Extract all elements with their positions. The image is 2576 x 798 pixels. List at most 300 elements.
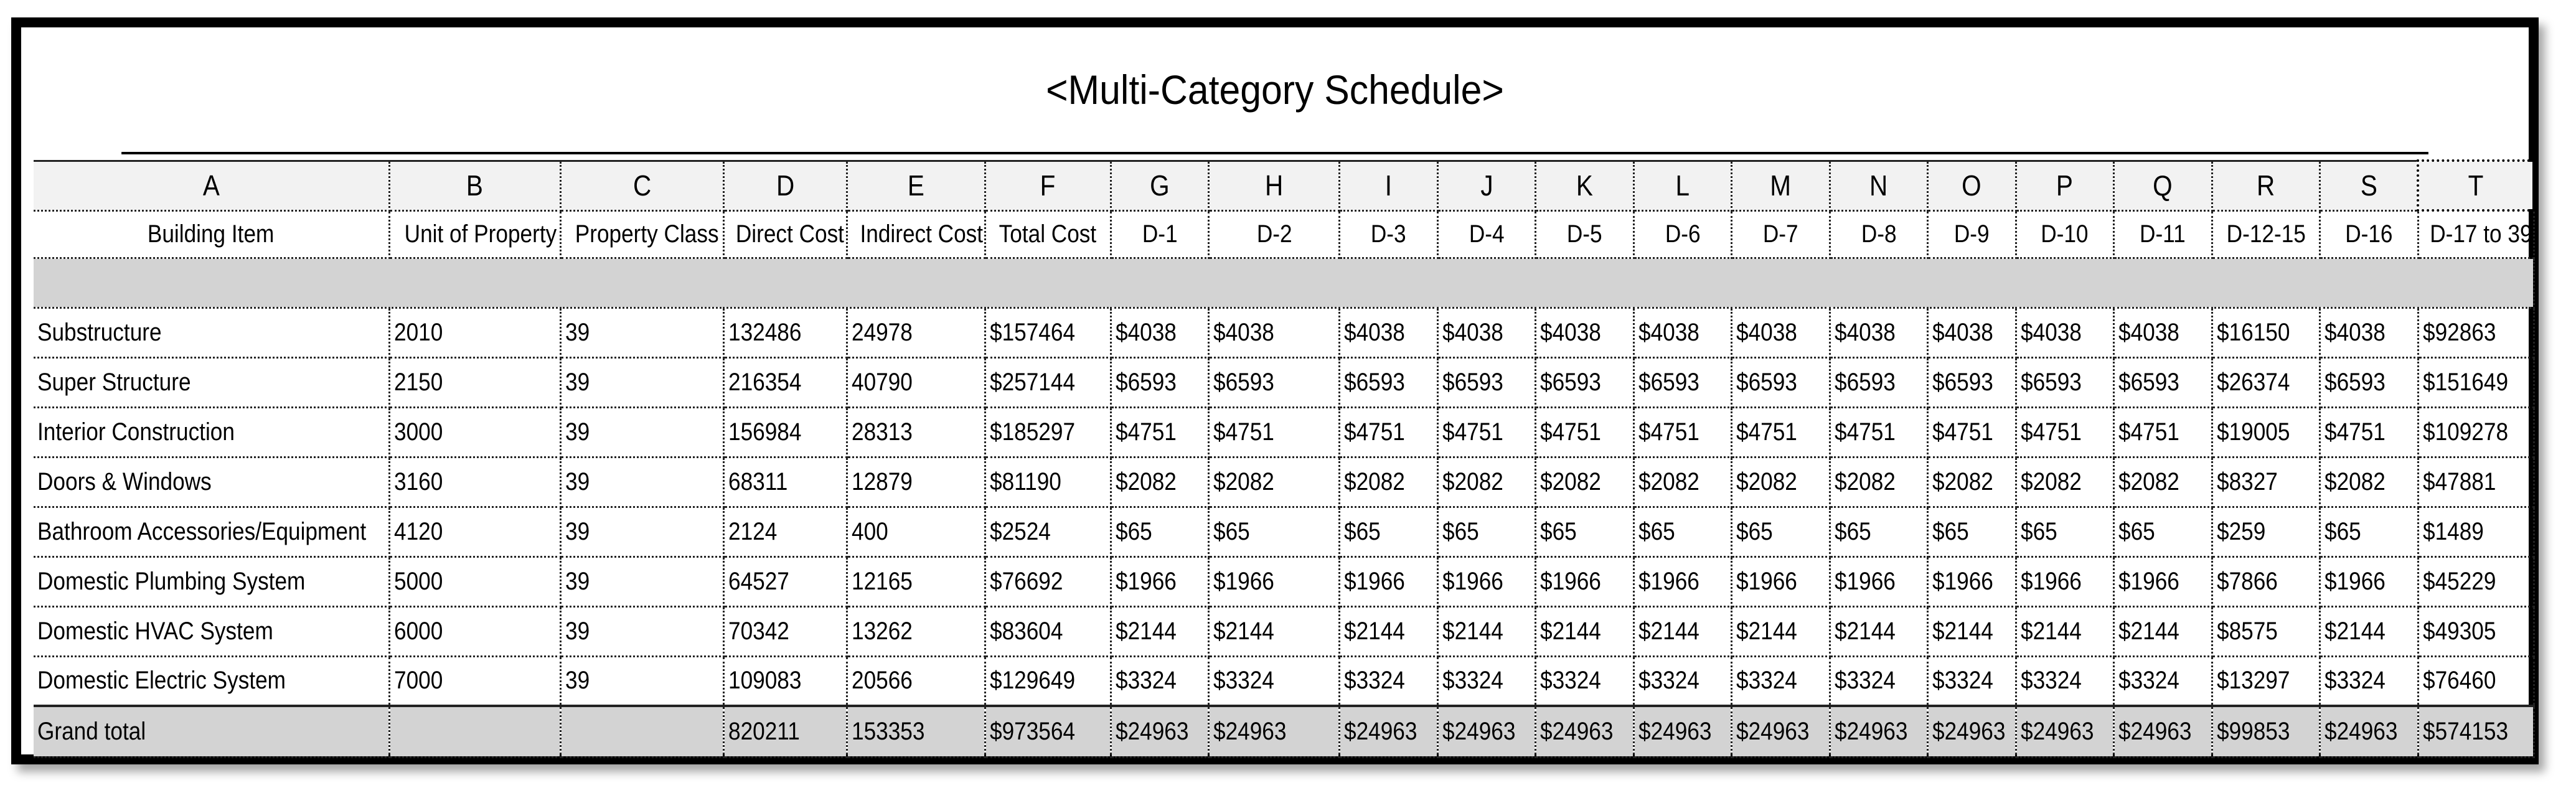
column-header-text: D-7 <box>1763 220 1798 248</box>
column-header[interactable] <box>1732 210 1830 258</box>
table-cell[interactable] <box>1437 556 1535 606</box>
column-letter-e[interactable] <box>847 161 985 210</box>
table-cell[interactable] <box>1340 407 1437 457</box>
table-cell[interactable] <box>2212 357 2320 407</box>
table-cell-text: $4038 <box>1115 318 1177 346</box>
table-cell[interactable] <box>1437 357 1535 407</box>
grand-total-cell-text: $24963 <box>2325 717 2398 745</box>
table-cell-text: $65 <box>2325 517 2361 545</box>
table-cell[interactable] <box>1536 656 1634 706</box>
table-cell-text: $4751 <box>2325 418 2386 446</box>
table-cell[interactable] <box>723 307 847 357</box>
table-cell-text: $6593 <box>1932 368 1994 396</box>
table-cell[interactable] <box>1437 656 1535 706</box>
table-cell[interactable] <box>1928 357 2016 407</box>
table-cell-text: $4751 <box>1442 418 1503 446</box>
table-cell[interactable] <box>985 507 1111 556</box>
table-row[interactable] <box>34 307 2534 357</box>
table-cell-text: $2144 <box>1736 617 1798 645</box>
table-cell[interactable] <box>2016 606 2113 656</box>
table-cell[interactable] <box>2418 556 2534 606</box>
table-cell[interactable] <box>847 656 985 706</box>
column-letter-o[interactable] <box>1928 161 2016 210</box>
table-cell-text: Bathroom Accessories/Equipment <box>37 517 367 545</box>
column-letter-n[interactable] <box>1830 161 1927 210</box>
table-cell[interactable] <box>560 307 723 357</box>
table-cell[interactable] <box>2114 407 2212 457</box>
table-cell-text: $185297 <box>989 418 1075 446</box>
column-letter-t-text: T <box>2468 169 2484 202</box>
table-cell[interactable] <box>847 307 985 357</box>
table-cell[interactable] <box>1111 407 1208 457</box>
table-cell[interactable] <box>1340 357 1437 407</box>
table-cell[interactable] <box>1830 407 1927 457</box>
column-letter-g[interactable] <box>1111 161 1208 210</box>
table-cell[interactable] <box>1536 357 1634 407</box>
table-cell[interactable] <box>847 407 985 457</box>
table-cell[interactable] <box>1732 407 1830 457</box>
table-cell-text: $2144 <box>1442 617 1503 645</box>
table-cell[interactable] <box>847 556 985 606</box>
table-cell[interactable] <box>1340 656 1437 706</box>
column-header-text: Total Cost <box>999 220 1097 248</box>
table-cell[interactable] <box>1111 357 1208 407</box>
table-cell[interactable] <box>2114 507 2212 556</box>
column-header[interactable] <box>2212 210 2320 258</box>
table-cell[interactable] <box>723 407 847 457</box>
table-cell[interactable] <box>1634 507 1731 556</box>
table-cell-text: $1966 <box>2325 567 2386 595</box>
table-cell[interactable] <box>2114 357 2212 407</box>
table-cell-text: $4038 <box>1736 318 1798 346</box>
table-cell[interactable] <box>723 457 847 507</box>
table-cell-text: Domestic Electric System <box>37 667 286 695</box>
table-cell[interactable] <box>2212 407 2320 457</box>
table-cell[interactable] <box>1732 357 1830 407</box>
table-cell[interactable] <box>723 357 847 407</box>
table-cell[interactable] <box>1437 606 1535 656</box>
table-cell[interactable] <box>1634 457 1731 507</box>
table-cell-text: $1489 <box>2422 517 2484 545</box>
table-cell[interactable] <box>2114 457 2212 507</box>
table-cell[interactable] <box>2320 307 2418 357</box>
table-cell-text: 4120 <box>393 517 443 545</box>
table-cell-text: $2144 <box>1344 617 1406 645</box>
table-cell[interactable] <box>847 606 985 656</box>
table-cell[interactable] <box>2418 656 2534 706</box>
table-cell-text: $2524 <box>989 517 1051 545</box>
column-header[interactable] <box>1437 210 1535 258</box>
table-cell[interactable] <box>1928 507 2016 556</box>
grand-total-cell[interactable] <box>847 706 985 757</box>
column-header[interactable] <box>2114 210 2212 258</box>
table-cell-text: $81190 <box>989 467 1061 495</box>
table-cell-text: $109278 <box>2422 418 2508 446</box>
table-cell-text: $3324 <box>1344 667 1406 695</box>
table-cell[interactable] <box>2016 357 2113 407</box>
table-cell-text: $6593 <box>2118 368 2179 396</box>
table-cell[interactable] <box>1536 307 1634 357</box>
table-cell[interactable] <box>2016 457 2113 507</box>
table-row[interactable] <box>34 656 2534 706</box>
column-letter-l[interactable] <box>1634 161 1731 210</box>
table-cell[interactable] <box>2418 507 2534 556</box>
table-cell[interactable] <box>1437 457 1535 507</box>
table-cell-text: $4751 <box>1540 418 1602 446</box>
table-cell[interactable] <box>34 307 389 357</box>
grand-total-cell[interactable] <box>985 706 1111 757</box>
table-cell[interactable] <box>1437 407 1535 457</box>
table-cell-text: $4038 <box>1834 318 1896 346</box>
grand-total-cell[interactable] <box>1830 706 1927 757</box>
column-letter-o-text: O <box>1962 169 1982 202</box>
table-cell[interactable] <box>1437 507 1535 556</box>
table-cell[interactable] <box>985 556 1111 606</box>
table-cell[interactable] <box>1830 307 1927 357</box>
table-cell-text: 5000 <box>393 567 443 595</box>
column-letter-j[interactable] <box>1437 161 1535 210</box>
grand-total-cell[interactable] <box>2212 706 2320 757</box>
table-cell[interactable] <box>1209 307 1340 357</box>
column-header-text: D-1 <box>1142 220 1178 248</box>
table-cell-text: 156984 <box>728 418 802 446</box>
column-header[interactable] <box>847 210 985 258</box>
table-cell[interactable] <box>1732 307 1830 357</box>
table-cell[interactable] <box>1209 656 1340 706</box>
table-cell-text: 39 <box>565 567 590 595</box>
column-header[interactable] <box>723 210 847 258</box>
column-header[interactable] <box>1340 210 1437 258</box>
grand-total-cell[interactable] <box>2320 706 2418 757</box>
column-header-text: D-9 <box>1954 220 1990 248</box>
table-cell[interactable] <box>1634 407 1731 457</box>
table-cell[interactable] <box>2016 407 2113 457</box>
table-cell[interactable] <box>389 457 560 507</box>
column-letter-b-text: B <box>466 169 484 202</box>
table-cell-text: Interior Construction <box>37 418 235 446</box>
table-cell[interactable] <box>1437 307 1535 357</box>
table-row[interactable] <box>34 407 2534 457</box>
column-letter-f[interactable] <box>985 161 1111 210</box>
table-cell-text: $4751 <box>2020 418 2082 446</box>
column-letter-d[interactable] <box>723 161 847 210</box>
table-cell[interactable] <box>389 407 560 457</box>
table-cell[interactable] <box>2212 656 2320 706</box>
table-cell-text: $6593 <box>2325 368 2386 396</box>
grand-total-cell[interactable] <box>1209 706 1340 757</box>
table-cell[interactable] <box>560 357 723 407</box>
table-cell[interactable] <box>560 556 723 606</box>
table-cell[interactable] <box>1830 556 1927 606</box>
column-header[interactable] <box>1111 210 1208 258</box>
table-cell-text: $3324 <box>1736 667 1798 695</box>
table-cell-text: $65 <box>2118 517 2155 545</box>
table-cell[interactable] <box>1928 556 2016 606</box>
column-header[interactable] <box>2016 210 2113 258</box>
table-cell[interactable] <box>1111 507 1208 556</box>
table-cell[interactable] <box>1732 556 1830 606</box>
table-cell[interactable] <box>723 606 847 656</box>
table-cell[interactable] <box>34 357 389 407</box>
grand-total-cell[interactable] <box>1634 706 1731 757</box>
table-cell[interactable] <box>1830 606 1927 656</box>
table-cell[interactable] <box>2320 407 2418 457</box>
table-cell[interactable] <box>847 357 985 407</box>
table-cell[interactable] <box>1111 606 1208 656</box>
table-cell[interactable] <box>389 656 560 706</box>
table-cell[interactable] <box>1111 556 1208 606</box>
table-cell-text: 39 <box>565 617 590 645</box>
table-cell[interactable] <box>1536 606 1634 656</box>
table-cell[interactable] <box>1536 507 1634 556</box>
table-cell[interactable] <box>2320 457 2418 507</box>
column-header[interactable] <box>1536 210 1634 258</box>
column-letter-b[interactable] <box>389 161 560 210</box>
table-cell[interactable] <box>2418 457 2534 507</box>
table-cell[interactable] <box>389 357 560 407</box>
table-row[interactable] <box>34 357 2534 407</box>
column-header[interactable] <box>2418 210 2534 258</box>
column-header[interactable] <box>1209 210 1340 258</box>
grand-total-cell[interactable] <box>560 706 723 757</box>
table-cell[interactable] <box>560 656 723 706</box>
column-letter-g-text: G <box>1150 169 1170 202</box>
table-cell[interactable] <box>1340 307 1437 357</box>
table-cell[interactable] <box>560 606 723 656</box>
table-cell[interactable] <box>34 606 389 656</box>
table-cell[interactable] <box>1732 656 1830 706</box>
table-cell[interactable] <box>985 457 1111 507</box>
grand-total-cell[interactable] <box>2114 706 2212 757</box>
table-cell[interactable] <box>985 407 1111 457</box>
table-cell[interactable] <box>1928 656 2016 706</box>
table-cell[interactable] <box>2320 357 2418 407</box>
table-cell-text: 39 <box>565 368 590 396</box>
table-cell-text: 64527 <box>728 567 789 595</box>
grand-total-cell[interactable] <box>389 706 560 757</box>
table-cell[interactable] <box>560 457 723 507</box>
table-cell[interactable] <box>2320 507 2418 556</box>
column-letter-i[interactable] <box>1340 161 1437 210</box>
table-cell-text: $16150 <box>2216 318 2290 346</box>
column-letter-m[interactable] <box>1732 161 1830 210</box>
table-cell-text: $6593 <box>1442 368 1503 396</box>
column-letter-r[interactable] <box>2212 161 2320 210</box>
table-cell[interactable] <box>985 307 1111 357</box>
table-cell[interactable] <box>1928 606 2016 656</box>
table-cell-text: $4751 <box>1736 418 1798 446</box>
table-cell-text: $151649 <box>2422 368 2508 396</box>
table-cell[interactable] <box>1209 457 1340 507</box>
table-cell[interactable] <box>389 556 560 606</box>
table-cell-text: 109083 <box>728 667 802 695</box>
grand-total-cell[interactable] <box>34 706 389 757</box>
table-cell[interactable] <box>847 457 985 507</box>
column-header[interactable] <box>2320 210 2418 258</box>
column-letter-t[interactable] <box>2418 161 2534 210</box>
table-cell[interactable] <box>1111 457 1208 507</box>
table-cell-text: 7000 <box>393 667 443 695</box>
table-cell[interactable] <box>2212 307 2320 357</box>
table-cell-text: $7866 <box>2216 567 2278 595</box>
column-letter-m-text: M <box>1770 169 1792 202</box>
column-letter-q[interactable] <box>2114 161 2212 210</box>
table-cell[interactable] <box>1536 556 1634 606</box>
column-letter-p[interactable] <box>2016 161 2113 210</box>
table-cell-text: $3324 <box>1834 667 1896 695</box>
table-cell[interactable] <box>2212 507 2320 556</box>
table-cell[interactable] <box>1928 407 2016 457</box>
column-letter-c[interactable] <box>560 161 723 210</box>
table-cell[interactable] <box>1209 556 1340 606</box>
grand-total-cell[interactable] <box>723 706 847 757</box>
column-header[interactable] <box>389 210 560 258</box>
table-cell[interactable] <box>2320 656 2418 706</box>
table-cell[interactable] <box>1634 606 1731 656</box>
table-cell-text: $2144 <box>1213 617 1275 645</box>
column-header[interactable] <box>34 210 389 258</box>
table-cell-text: $1966 <box>1213 567 1275 595</box>
column-letter-e-text: E <box>907 169 924 202</box>
table-cell[interactable] <box>1830 656 1927 706</box>
table-cell[interactable] <box>1634 307 1731 357</box>
table-cell-text: $4038 <box>1344 318 1406 346</box>
table-cell[interactable] <box>1732 457 1830 507</box>
grand-total-cell[interactable] <box>1437 706 1535 757</box>
table-cell-text: $19005 <box>2216 418 2290 446</box>
table-cell[interactable] <box>2212 606 2320 656</box>
grand-total-row <box>34 706 2534 757</box>
table-cell[interactable] <box>723 507 847 556</box>
table-cell[interactable] <box>1209 407 1340 457</box>
table-cell-text: 28313 <box>851 418 913 446</box>
table-cell[interactable] <box>985 606 1111 656</box>
column-letter-s[interactable] <box>2320 161 2418 210</box>
table-cell[interactable] <box>34 656 389 706</box>
table-cell[interactable] <box>2016 556 2113 606</box>
table-cell[interactable] <box>1732 507 1830 556</box>
table-cell-text: 39 <box>565 318 590 346</box>
table-cell[interactable] <box>1928 307 2016 357</box>
column-header[interactable] <box>1830 210 1927 258</box>
table-cell[interactable] <box>1340 507 1437 556</box>
table-cell[interactable] <box>2320 606 2418 656</box>
table-cell-text: $2082 <box>1344 467 1406 495</box>
table-cell[interactable] <box>723 656 847 706</box>
table-cell[interactable] <box>847 507 985 556</box>
grand-total-cell[interactable] <box>1928 706 2016 757</box>
table-cell-text: 39 <box>565 467 590 495</box>
table-cell[interactable] <box>2114 656 2212 706</box>
table-cell[interactable] <box>1830 457 1927 507</box>
table-cell[interactable] <box>34 407 389 457</box>
table-cell-text: $65 <box>1834 517 1871 545</box>
table-cell[interactable] <box>389 307 560 357</box>
grand-total-cell-text: $24963 <box>1442 717 1516 745</box>
table-cell[interactable] <box>1340 457 1437 507</box>
table-cell-text: 3160 <box>393 467 443 495</box>
column-header-text: D-17 to 39 <box>2429 220 2532 248</box>
table-cell[interactable] <box>1634 556 1731 606</box>
table-cell[interactable] <box>1209 606 1340 656</box>
table-cell[interactable] <box>985 357 1111 407</box>
table-cell-text: 3000 <box>393 418 443 446</box>
table-cell[interactable] <box>2212 457 2320 507</box>
table-cell[interactable] <box>34 556 389 606</box>
table-cell[interactable] <box>1634 656 1731 706</box>
table-row[interactable] <box>34 507 2534 556</box>
column-header[interactable] <box>985 210 1111 258</box>
column-header[interactable] <box>560 210 723 258</box>
table-cell[interactable] <box>2418 357 2534 407</box>
table-cell[interactable] <box>1830 357 1927 407</box>
column-letter-h[interactable] <box>1209 161 1340 210</box>
table-cell[interactable] <box>1536 457 1634 507</box>
table-cell[interactable] <box>1111 656 1208 706</box>
column-header[interactable] <box>1634 210 1731 258</box>
column-letter-a[interactable] <box>34 161 389 210</box>
table-cell[interactable] <box>1209 357 1340 407</box>
table-cell[interactable] <box>1209 507 1340 556</box>
grand-total-cell[interactable] <box>1732 706 1830 757</box>
table-cell[interactable] <box>1732 606 1830 656</box>
column-letter-k[interactable] <box>1536 161 1634 210</box>
table-cell[interactable] <box>560 407 723 457</box>
table-cell[interactable] <box>2016 656 2113 706</box>
table-cell[interactable] <box>1111 307 1208 357</box>
table-cell[interactable] <box>2114 307 2212 357</box>
table-cell[interactable] <box>1340 606 1437 656</box>
table-cell[interactable] <box>389 507 560 556</box>
table-cell[interactable] <box>1830 507 1927 556</box>
grand-total-cell[interactable] <box>2418 706 2534 757</box>
table-cell-text: $76692 <box>989 567 1063 595</box>
table-cell-text: $65 <box>1442 517 1479 545</box>
column-header[interactable] <box>1928 210 2016 258</box>
column-letter-j-text: J <box>1480 169 1493 202</box>
table-cell[interactable] <box>985 656 1111 706</box>
table-cell[interactable] <box>2016 307 2113 357</box>
table-cell[interactable] <box>2016 507 2113 556</box>
table-cell[interactable] <box>560 507 723 556</box>
table-cell[interactable] <box>2418 606 2534 656</box>
table-cell[interactable] <box>2212 556 2320 606</box>
table-cell[interactable] <box>389 606 560 656</box>
grand-total-cell[interactable] <box>2016 706 2113 757</box>
table-cell[interactable] <box>1634 357 1731 407</box>
table-cell-text: 6000 <box>393 617 443 645</box>
grand-total-cell[interactable] <box>1340 706 1437 757</box>
table-row[interactable] <box>34 556 2534 606</box>
table-cell[interactable] <box>2320 556 2418 606</box>
table-cell[interactable] <box>2114 606 2212 656</box>
table-cell[interactable] <box>2114 556 2212 606</box>
table-cell[interactable] <box>1340 556 1437 606</box>
table-cell[interactable] <box>34 507 389 556</box>
grand-total-cell[interactable] <box>1536 706 1634 757</box>
table-cell[interactable] <box>1536 407 1634 457</box>
table-cell[interactable] <box>723 556 847 606</box>
table-row[interactable] <box>34 606 2534 656</box>
table-cell-text: $92863 <box>2422 318 2496 346</box>
table-cell-text: $8327 <box>2216 467 2278 495</box>
table-cell[interactable] <box>2418 407 2534 457</box>
table-cell[interactable] <box>34 457 389 507</box>
table-cell[interactable] <box>2418 307 2534 357</box>
table-cell[interactable] <box>1928 457 2016 507</box>
table-row[interactable] <box>34 457 2534 507</box>
grand-total-cell[interactable] <box>1111 706 1208 757</box>
